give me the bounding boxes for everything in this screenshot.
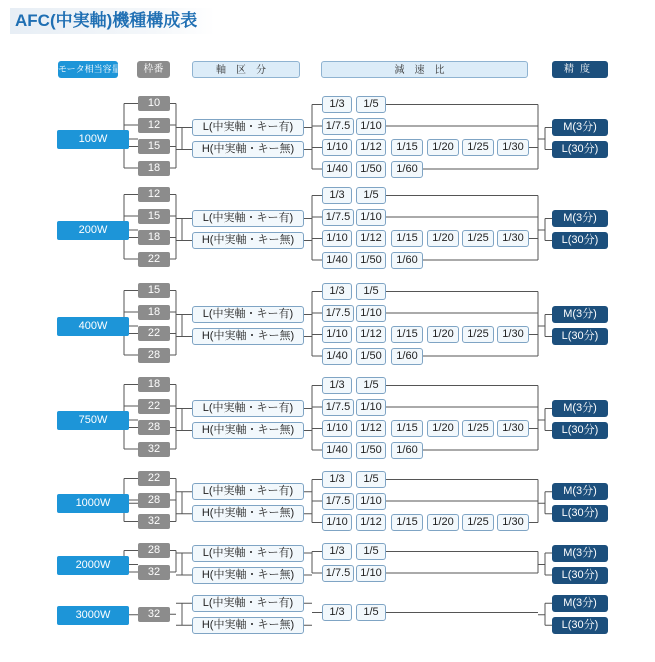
reduction-ratio-box: 1/3 — [322, 377, 352, 394]
reduction-ratio-box: 1/30 — [497, 420, 529, 437]
reduction-ratio-box: 1/60 — [391, 161, 423, 178]
reduction-ratio-box: 1/5 — [356, 377, 386, 394]
reduction-ratio-box: 1/10 — [356, 493, 386, 510]
page-title: AFC(中実軸)機種構成表 — [10, 8, 215, 34]
reduction-ratio-box: 1/3 — [322, 187, 352, 204]
frame-number-box: 22 — [138, 399, 170, 414]
frame-number-box: 32 — [138, 607, 170, 622]
reduction-ratio-box: 1/50 — [356, 442, 386, 459]
axis-type-l-box: L(中実軸・キー有) — [192, 595, 304, 612]
axis-type-h-box: H(中実軸・キー無) — [192, 505, 304, 522]
axis-type-h-box: H(中実軸・キー無) — [192, 567, 304, 584]
reduction-ratio-box: 1/12 — [356, 420, 386, 437]
reduction-ratio-box: 1/3 — [322, 96, 352, 113]
reduction-ratio-box: 1/10 — [356, 209, 386, 226]
header-motor-capacity: モータ相当容量 — [58, 61, 118, 78]
axis-type-l-box: L(中実軸・キー有) — [192, 483, 304, 500]
axis-type-l-box: L(中実軸・キー有) — [192, 119, 304, 136]
frame-number-box: 28 — [138, 420, 170, 435]
precision-l-box: L(30分) — [552, 505, 608, 522]
motor-capacity-box: 100W — [57, 130, 129, 149]
axis-type-l-box: L(中実軸・キー有) — [192, 545, 304, 562]
frame-number-box: 32 — [138, 565, 170, 580]
reduction-ratio-box: 1/7.5 — [322, 118, 354, 135]
reduction-ratio-box: 1/10 — [356, 118, 386, 135]
reduction-ratio-box: 1/12 — [356, 326, 386, 343]
axis-type-h-box: H(中実軸・キー無) — [192, 422, 304, 439]
header-frame-number: 枠番 — [137, 61, 170, 78]
reduction-ratio-box: 1/15 — [391, 420, 423, 437]
frame-number-box: 32 — [138, 514, 170, 529]
precision-l-box: L(30分) — [552, 422, 608, 439]
reduction-ratio-box: 1/30 — [497, 514, 529, 531]
reduction-ratio-box: 1/5 — [356, 283, 386, 300]
header-axis-type: 軸区分 — [192, 61, 300, 78]
reduction-ratio-box: 1/10 — [322, 230, 352, 247]
reduction-ratio-box: 1/7.5 — [322, 209, 354, 226]
frame-number-box: 12 — [138, 118, 170, 133]
reduction-ratio-box: 1/40 — [322, 348, 352, 365]
reduction-ratio-box: 1/3 — [322, 471, 352, 488]
axis-type-h-box: H(中実軸・キー無) — [192, 328, 304, 345]
precision-m-box: M(3分) — [552, 483, 608, 500]
reduction-ratio-box: 1/12 — [356, 230, 386, 247]
reduction-ratio-box: 1/25 — [462, 230, 494, 247]
frame-number-box: 32 — [138, 442, 170, 457]
reduction-ratio-box: 1/30 — [497, 230, 529, 247]
reduction-ratio-box: 1/60 — [391, 252, 423, 269]
axis-type-h-box: H(中実軸・キー無) — [192, 232, 304, 249]
precision-m-box: M(3分) — [552, 306, 608, 323]
reduction-ratio-box: 1/12 — [356, 139, 386, 156]
axis-type-l-box: L(中実軸・キー有) — [192, 210, 304, 227]
precision-l-box: L(30分) — [552, 328, 608, 345]
reduction-ratio-box: 1/7.5 — [322, 493, 354, 510]
frame-number-box: 18 — [138, 305, 170, 320]
motor-capacity-box: 3000W — [57, 606, 129, 625]
motor-capacity-box: 750W — [57, 411, 129, 430]
frame-number-box: 28 — [138, 348, 170, 363]
frame-number-box: 15 — [138, 283, 170, 298]
reduction-ratio-box: 1/25 — [462, 326, 494, 343]
precision-l-box: L(30分) — [552, 567, 608, 584]
axis-type-h-box: H(中実軸・キー無) — [192, 617, 304, 634]
reduction-ratio-box: 1/30 — [497, 139, 529, 156]
reduction-ratio-box: 1/3 — [322, 543, 352, 560]
motor-capacity-box: 200W — [57, 221, 129, 240]
reduction-ratio-box: 1/5 — [356, 604, 386, 621]
reduction-ratio-box: 1/5 — [356, 471, 386, 488]
reduction-ratio-box: 1/10 — [356, 399, 386, 416]
reduction-ratio-box: 1/60 — [391, 348, 423, 365]
frame-number-box: 12 — [138, 187, 170, 202]
reduction-ratio-box: 1/40 — [322, 161, 352, 178]
precision-m-box: M(3分) — [552, 400, 608, 417]
motor-capacity-box: 400W — [57, 317, 129, 336]
reduction-ratio-box: 1/7.5 — [322, 399, 354, 416]
reduction-ratio-box: 1/10 — [322, 514, 352, 531]
reduction-ratio-box: 1/50 — [356, 348, 386, 365]
precision-l-box: L(30分) — [552, 232, 608, 249]
reduction-ratio-box: 1/3 — [322, 604, 352, 621]
precision-m-box: M(3分) — [552, 545, 608, 562]
header-reduction-ratio: 減速比 — [321, 61, 528, 78]
frame-number-box: 22 — [138, 326, 170, 341]
axis-type-h-box: H(中実軸・キー無) — [192, 141, 304, 158]
reduction-ratio-box: 1/40 — [322, 442, 352, 459]
frame-number-box: 22 — [138, 471, 170, 486]
reduction-ratio-box: 1/20 — [427, 326, 459, 343]
reduction-ratio-box: 1/15 — [391, 326, 423, 343]
precision-m-box: M(3分) — [552, 595, 608, 612]
frame-number-box: 28 — [138, 493, 170, 508]
reduction-ratio-box: 1/30 — [497, 326, 529, 343]
precision-m-box: M(3分) — [552, 210, 608, 227]
precision-m-box: M(3分) — [552, 119, 608, 136]
reduction-ratio-box: 1/10 — [322, 420, 352, 437]
motor-capacity-box: 2000W — [57, 556, 129, 575]
reduction-ratio-box: 1/20 — [427, 139, 459, 156]
reduction-ratio-box: 1/10 — [322, 326, 352, 343]
reduction-ratio-box: 1/15 — [391, 139, 423, 156]
reduction-ratio-box: 1/5 — [356, 96, 386, 113]
header-precision: 精度 — [552, 61, 608, 78]
reduction-ratio-box: 1/50 — [356, 252, 386, 269]
reduction-ratio-box: 1/15 — [391, 514, 423, 531]
axis-type-l-box: L(中実軸・キー有) — [192, 400, 304, 417]
frame-number-box: 10 — [138, 96, 170, 111]
reduction-ratio-box: 1/20 — [427, 420, 459, 437]
reduction-ratio-box: 1/25 — [462, 514, 494, 531]
reduction-ratio-box: 1/3 — [322, 283, 352, 300]
frame-number-box: 18 — [138, 377, 170, 392]
frame-number-box: 22 — [138, 252, 170, 267]
frame-number-box: 18 — [138, 161, 170, 176]
reduction-ratio-box: 1/5 — [356, 543, 386, 560]
reduction-ratio-box: 1/40 — [322, 252, 352, 269]
reduction-ratio-box: 1/7.5 — [322, 305, 354, 322]
precision-l-box: L(30分) — [552, 617, 608, 634]
reduction-ratio-box: 1/20 — [427, 230, 459, 247]
precision-l-box: L(30分) — [552, 141, 608, 158]
frame-number-box: 18 — [138, 230, 170, 245]
reduction-ratio-box: 1/10 — [356, 565, 386, 582]
reduction-ratio-box: 1/60 — [391, 442, 423, 459]
reduction-ratio-box: 1/10 — [322, 139, 352, 156]
reduction-ratio-box: 1/50 — [356, 161, 386, 178]
motor-capacity-box: 1000W — [57, 494, 129, 513]
reduction-ratio-box: 1/12 — [356, 514, 386, 531]
reduction-ratio-box: 1/7.5 — [322, 565, 354, 582]
reduction-ratio-box: 1/15 — [391, 230, 423, 247]
reduction-ratio-box: 1/25 — [462, 139, 494, 156]
reduction-ratio-box: 1/25 — [462, 420, 494, 437]
frame-number-box: 15 — [138, 139, 170, 154]
reduction-ratio-box: 1/10 — [356, 305, 386, 322]
frame-number-box: 28 — [138, 543, 170, 558]
frame-number-box: 15 — [138, 209, 170, 224]
reduction-ratio-box: 1/5 — [356, 187, 386, 204]
axis-type-l-box: L(中実軸・キー有) — [192, 306, 304, 323]
reduction-ratio-box: 1/20 — [427, 514, 459, 531]
